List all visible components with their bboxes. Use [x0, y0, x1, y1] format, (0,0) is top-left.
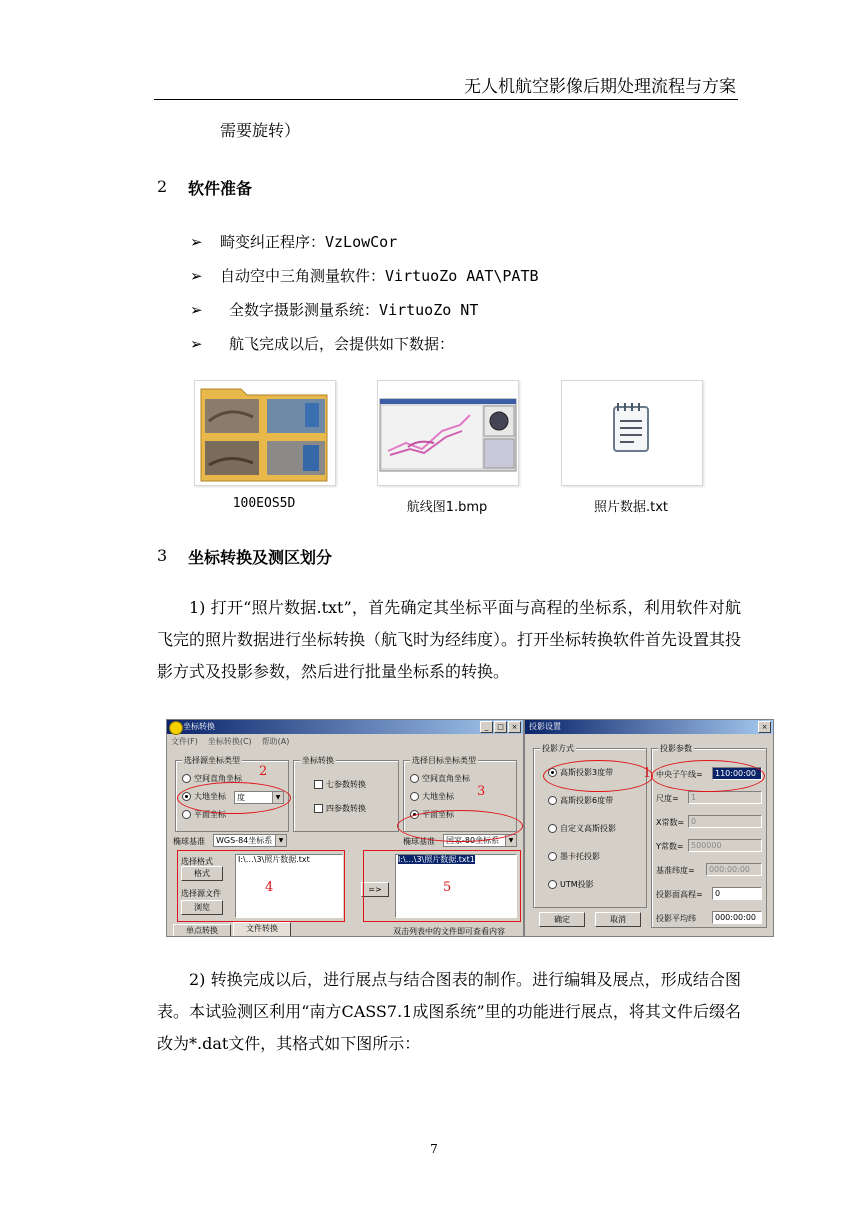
target-type-group: 选择目标坐标类型 空间直角坐标 大地坐标 平面坐标 [403, 760, 517, 832]
radio-target-plane[interactable]: 平面坐标 [410, 809, 454, 820]
transform-group: 坐标转换 七参数转换 四参数转换 [293, 760, 399, 832]
param-label: Y常数= [656, 842, 684, 851]
close-button[interactable]: × [508, 721, 521, 733]
map-image-thumbnail[interactable] [377, 380, 519, 486]
smiley-app-icon [169, 721, 183, 735]
menu-file[interactable]: 文件(F) [171, 737, 198, 746]
radio-gauss-3deg[interactable]: 高斯投影3度带 [548, 767, 613, 778]
menu-bar [171, 736, 289, 747]
bullet-item: ➢ 航飞完成以后，会提供如下数据： [190, 335, 455, 353]
ok-button[interactable]: 确定 [539, 912, 585, 927]
central-meridian-input[interactable]: 110:00:00 [712, 767, 762, 780]
cancel-button[interactable]: 取消 [595, 912, 641, 927]
target-ellipsoid-select[interactable]: 国家-80坐标系 ▼ [443, 834, 517, 847]
folder-icon [195, 381, 335, 485]
source-ellipsoid-select[interactable]: WGS-84坐标系 ▼ [213, 834, 287, 847]
annotation-number-2: 2 [259, 764, 268, 779]
annotation-rect-4 [177, 850, 345, 922]
continued-text: 需要旋转） [220, 121, 301, 140]
page-number: 7 [430, 1142, 438, 1156]
checkbox-four-param[interactable]: 四参数转换 [314, 803, 366, 814]
maximize-button[interactable]: □ [494, 721, 507, 733]
tab-file-transform[interactable]: 文件转换 [233, 922, 291, 937]
radio-gauss-6deg[interactable]: 高斯投影6度带 [548, 795, 613, 806]
bullet-item: ➢ 全数字摄影测量系统：VirtuoZo NT [190, 301, 479, 319]
radio-source-cartesian[interactable]: 空间直角坐标 [182, 773, 242, 784]
x-constant-input[interactable]: 0 [688, 815, 762, 828]
annotation-number-4: 4 [265, 880, 274, 895]
close-button[interactable]: × [758, 721, 771, 733]
radio-utm[interactable]: UTM投影 [548, 879, 594, 890]
section-3-number: 3 [157, 546, 168, 565]
radio-source-geodetic[interactable]: 大地坐标 [182, 791, 226, 802]
radio-custom-gauss[interactable]: 自定义高斯投影 [548, 823, 616, 834]
arrow-bullet-icon: ➢ [190, 267, 203, 285]
paragraph-2: 2) 转换完成以后，进行展点与结合图表的制作。进行编辑及展点，形成结合图表。本试验测区利用“南方CASS7.1成图系统”里的功能进行展点，将其文件后缀名改为*.dat文件，其格式如下图所示： [157, 970, 741, 1053]
param-label: 投影面高程= [656, 890, 703, 899]
transfer-arrow-button[interactable]: => [361, 882, 389, 897]
arrow-bullet-icon: ➢ [190, 233, 203, 251]
radio-source-plane[interactable]: 平面坐标 [182, 809, 226, 820]
format-button[interactable]: 格式 [181, 866, 223, 881]
paragraph-1: 1) 打开“照片数据.txt”，首先确定其坐标平面与高程的坐标系，利用软件对航飞完的照片数据进行坐标转换（航飞时为经纬度）。打开坐标转换软件首先设置其投影方式及投影参数，然后进行批量坐标系的转换。 [157, 598, 742, 681]
radio-target-cartesian[interactable]: 空间直角坐标 [410, 773, 470, 784]
folder-thumbnail[interactable] [194, 380, 336, 486]
arrow-bullet-icon: ➢ [190, 301, 203, 319]
coord-transform-window [166, 719, 524, 937]
source-unit-select[interactable]: 度 ▼ [234, 791, 284, 804]
param-label: 投影平均纬 [656, 914, 696, 923]
param-label: 尺度= [656, 794, 679, 803]
thumbnail-label: 航线图1.bmp [406, 500, 488, 515]
image-icon [378, 381, 518, 485]
annotation-number-5: 5 [443, 880, 452, 895]
projection-window-titlebar: 投影设置 × [525, 720, 773, 734]
section-2-number: 2 [157, 177, 168, 196]
section-2-title: 软件准备 [188, 179, 253, 198]
coord-window-titlebar: 坐标转换 _ □ × [167, 720, 523, 734]
source-ellipsoid-label: 椭球基准 [173, 837, 205, 846]
browse-button[interactable]: 浏览 [181, 900, 223, 915]
annotation-ellipse-2 [177, 782, 291, 814]
annotation-ellipse-3 [397, 810, 523, 842]
menu-coord-transform[interactable]: 坐标转换(C) [207, 737, 252, 746]
target-ellipsoid-label: 椭球基准 [403, 837, 435, 846]
y-constant-input[interactable]: 500000 [688, 839, 762, 852]
select-format-label: 选择格式 [181, 857, 213, 866]
projection-param-group: 投影参数 中央子午线= 110:00:00 尺度= 1 X常数= 0 Y常数= 500000 基准纬度= 000:00:00 投影面高程= 0 投影平均纬 000:00:00 [651, 748, 767, 928]
param-label: 中央子午线= [656, 770, 703, 779]
thumbnail-label: 100EOS5D [232, 496, 296, 511]
target-file-list[interactable]: I:\…\3\照片数据.txt1 [395, 854, 517, 918]
mean-latitude-input[interactable]: 000:00:00 [712, 911, 762, 924]
annotation-rect-5 [363, 850, 521, 922]
scale-input[interactable]: 1 [688, 791, 762, 804]
radio-target-geodetic[interactable]: 大地坐标 [410, 791, 454, 802]
annotation-number-1: 1 [643, 766, 652, 781]
radio-mercator[interactable]: 墨卡托投影 [548, 851, 600, 862]
bullet-item: ➢ 自动空中三角测量软件：VirtuoZo AAT\PATB [190, 267, 539, 285]
section-3-title: 坐标转换及测区划分 [188, 548, 333, 567]
minimize-button[interactable]: _ [480, 721, 493, 733]
thumbnail-label: 照片数据.txt [593, 500, 669, 515]
tab-single-point[interactable]: 单点转换 [173, 924, 231, 937]
annotation-number-3: 3 [477, 784, 486, 799]
menu-help[interactable]: 帮助(A) [261, 737, 290, 746]
projection-method-group: 投影方式 高斯投影3度带 高斯投影6度带 自定义高斯投影 墨卡托投影 UTM投影 [533, 748, 647, 908]
notepad-icon [562, 381, 702, 485]
header-rule [154, 99, 738, 100]
annotation-ellipse-1b [651, 760, 765, 792]
base-latitude-input[interactable]: 000:00:00 [706, 863, 762, 876]
param-label: 基准纬度= [656, 866, 695, 875]
param-label: X常数= [656, 818, 685, 827]
projection-settings-window [524, 719, 774, 937]
source-file-list[interactable]: I:\…\3\照片数据.txt [235, 854, 343, 918]
select-source-label: 选择源文件 [181, 889, 221, 898]
source-type-group: 选择源坐标类型 空间直角坐标 大地坐标 度 ▼ 平面坐标 [175, 760, 289, 832]
text-file-thumbnail[interactable] [561, 380, 703, 486]
running-header: 无人机航空影像后期处理流程与方案 [464, 77, 736, 97]
annotation-ellipse-1a [543, 760, 653, 792]
bullet-item: ➢ 畸变纠正程序：VzLowCor [190, 233, 398, 251]
status-hint: 双击列表中的文件即可查看内容 [393, 927, 505, 936]
checkbox-seven-param[interactable]: 七参数转换 [314, 779, 366, 790]
arrow-bullet-icon: ➢ [190, 335, 203, 353]
projection-elevation-input[interactable]: 0 [712, 887, 762, 900]
